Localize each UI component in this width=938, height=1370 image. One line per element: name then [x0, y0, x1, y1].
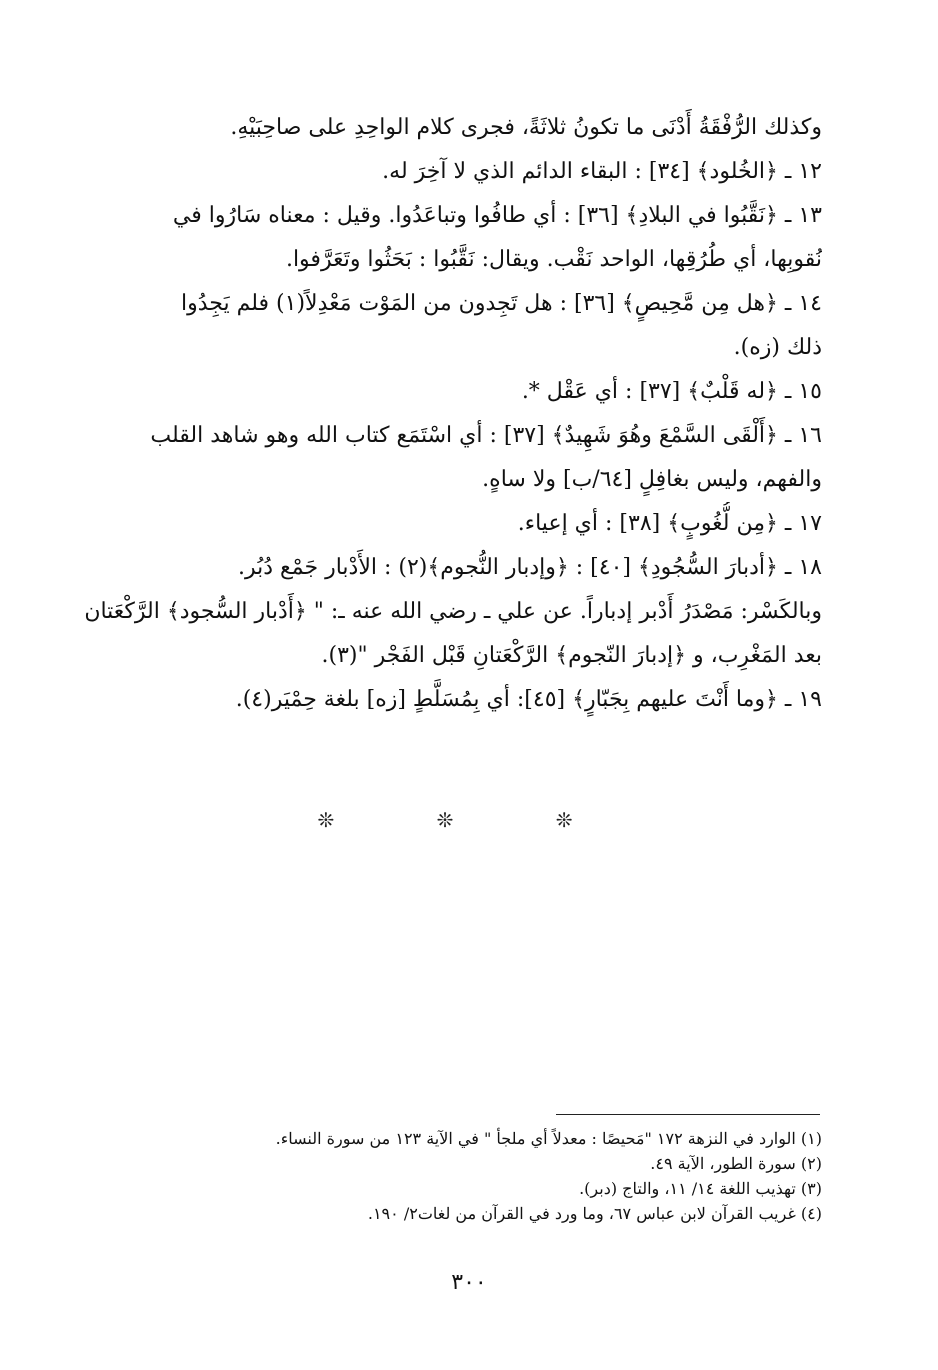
entry-17: ١٧ ـ ﴿مِن لُّغُوبٍ﴾ [٣٨] : أي إعياء. [517, 511, 822, 536]
entry-19: ١٩ ـ ﴿وما أَنْتَ عليهم بِجَبّارٍ﴾ [٤٥]: أي بِمُسَلَّطٍ [زه] بلغة حِمْيَر(٤). [235, 687, 822, 712]
section-divider: ❊ ❊ ❊ [317, 808, 621, 832]
footnote: (٢) سورة الطور، الآية ٤٩. [650, 1154, 822, 1173]
entry-16: ١٦ ـ ﴿أَلْقَى السَّمْعَ وهُوَ شَهِيدٌ﴾ [٣٧] : أي اسْتَمَع كتاب الله وهو شاهد القلب [150, 423, 822, 448]
entry-13: ١٣ ـ ﴿نَقَّبُوا في البلادِ﴾ [٣٦] : أي طافُوا وتباعَدُوا. وقيل : معناه سَارُوا في [172, 203, 822, 228]
text-line: وكذلك الرُّفْقَةُ أَدْنَى ما تكونُ ثلاثَةً، فجرى كلام الواحِدِ على صاحِبَيْهِ. [230, 115, 822, 140]
footnote: (١) الوارد في النزهة ١٧٢ "مَحيصًا : معدلاً أي ملجأ " في الآية ١٢٣ من سورة النساء. [275, 1129, 822, 1148]
footnote: (٣) تهذيب اللغة ١٤/ ١١، والتاج (دبر). [579, 1179, 822, 1198]
main-text [74, 106, 822, 722]
footnote: (٤) غريب القرآن لابن عباس ٦٧، وما ورد في القرآن من لغات٢/ ١٩٠. [367, 1204, 822, 1223]
text-line: وبالكَسْر: مَصْدَرُ أَدْبر إدباراً. عن علي ـ رضي الله عنه ـ: " ﴿أَدْبار السُّجود﴾ الرَّكْعَتان [84, 599, 822, 624]
footnotes [180, 1126, 822, 1226]
text-line: ذلك (زه). [733, 335, 822, 360]
entry-15: ١٥ ـ ﴿له قَلْبٌ﴾ [٣٧] : أي عَقْل *. [521, 379, 822, 404]
entry-12: ١٢ ـ ﴿الخُلود﴾ [٣٤] : البقاء الدائم الذي لا آخِرَ له. [382, 159, 822, 184]
entry-14: ١٤ ـ ﴿هل مِن مَّحِيصٍ﴾ [٣٦] : هل تَجِدون من المَوْت مَعْدِلاً(١) فلم يَجِدُوا [181, 291, 822, 316]
entry-18: ١٨ ـ ﴿أدبارَ السُّجُودِ﴾ [٤٠] : ﴿وإدبار النُّجوم﴾(٢) : الأَدْبار جَمْع دُبُر. [238, 555, 822, 580]
text-line: نُقوبِها، أي طُرُقِها، الواحد نَقْب. ويقال: نَقَّبُوا : بَحَثُوا وتَعَرَّفوا. [285, 247, 822, 272]
text-line: بعد المَغْرِب، و ﴿إدبارَ النّجوم﴾ الرَّكْعَتانِ قَبْل الفَجْر "(٣). [321, 643, 822, 668]
footnote-separator [556, 1114, 820, 1115]
text-line: والفهم، وليس بغافِلٍ [٦٤/ب] ولا ساهٍ. [482, 467, 822, 492]
page-number: ٣٠٠ [451, 1270, 487, 1295]
